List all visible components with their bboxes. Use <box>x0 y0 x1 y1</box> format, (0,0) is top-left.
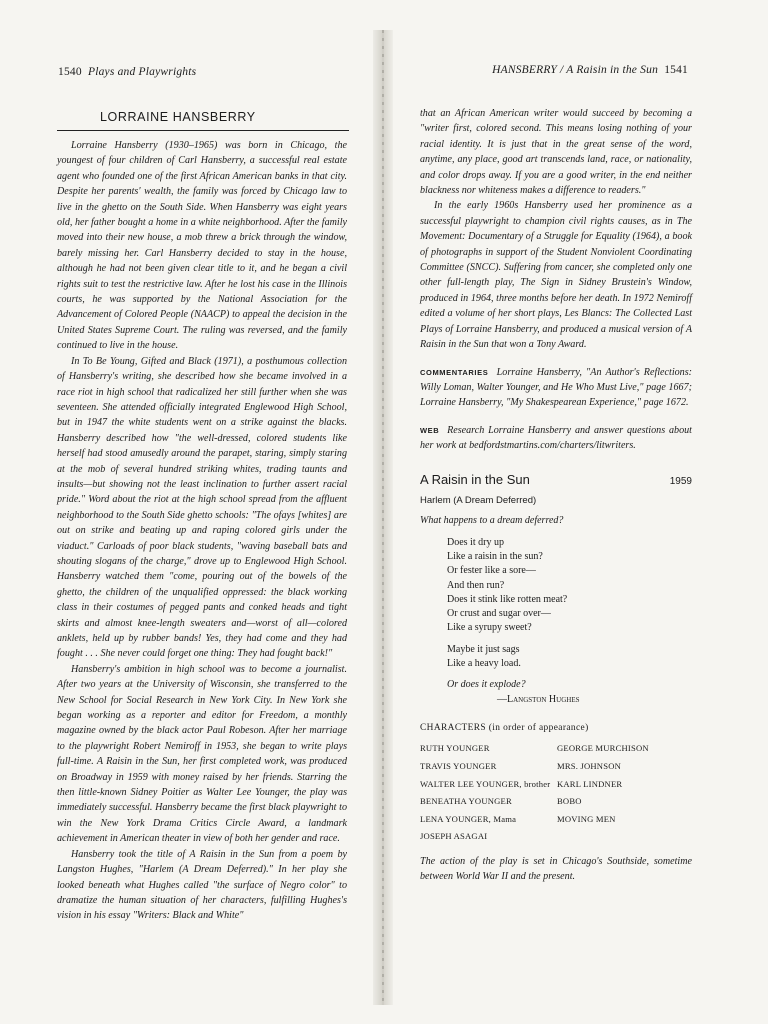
stanza-break <box>420 529 692 536</box>
stanza-break <box>447 636 692 643</box>
poem-line: Or fester like a sore— <box>447 565 536 577</box>
bio-paragraph: Lorraine Hansberry (1930–1965) was born in Chicago, the youngest of four children of Carl Hansberry, a successful real estate agent who founded one of the first African American banks in that city. Despite her parents' wealth, the family was forced by Chicago law to live in the ghetto on the South Side. When Hansberry was eight years old, her father bought a home in a white neighborhood. After the family moved into their new house, a mob threw a brick through the window, barely missing her. Carl Hansberry decided to stay in the house, although he had not been given clear title to it, and he began a civil rights suit to test the restrictive law. After he lost his case in the Illinois courts, he was supported by the National Association for the Advancement of Colored People (NAACP) to appeal the decision in the United States Supreme Court. The ruling was reversed, and the family continued to live in the house. <box>57 140 347 352</box>
characters-list <box>420 740 692 846</box>
bio-paragraph: Hansberry's ambition in high school was to become a journalist. After two years at the University of Wisconsin, she transferred to the New School for Social Research in New York City. In New York she began working as a reporter and editor for Freedom, a monthly magazine owned by the black actor Paul Robeson. After her marriage to the playwright Robert Nemiroff in 1953, she began to write plays full-time. A Raisin in the Sun, her first completed work, was produced on Broadway in 1959 with money raised by her friends. Starring the then little-known Sidney Poitier as Walter Lee Younger, the play was immediately successful. Hansberry became the first black playwright to win the New York Drama Critics Circle Award, a landmark achievement in American theater in view of both her gender and race. <box>57 663 347 845</box>
book-gutter <box>373 30 393 1005</box>
character-name <box>557 828 687 846</box>
web-text: Research Lorraine Hansberry and answer questions about her work at bedfordstmartins.com/charters/litwriters. <box>420 424 692 452</box>
bio-paragraph: In the early 1960s Hansberry used her prominence as a successful playwright to champion civil rights causes, as in The Movement: Documentary of a Struggle for Equality (1964), a book of photographs in support of the Student Nonviolent Coordinating Committee (SNCC). Suffering from cancer, she completed only one other full-length play, The Sign in Sidney Brustein's Window, produced in 1964, three months before her death. In 1972 Nemiroff edited a volume of her short plays, Les Blancs: The Collected Last Plays of Lorraine Hansberry, and produced a musical version of A Raisin in the Sun that won a Tony Award. <box>420 200 692 351</box>
commentaries-label: COMMENTARIES <box>420 367 489 377</box>
character-name: JOSEPH ASAGAI <box>420 831 488 842</box>
bio-paragraph: Hansberry took the title of A Raisin in the Sun from a poem by Langston Hughes, "Harlem (A Dream Deferred)." In her play she looked beneath what Hughes called "the surface of Negro color" to dramatize the human situation of her characters, fulfilling Hughes's vision in his essay "Writers: Black and White" <box>57 848 347 922</box>
poem-title: Harlem (A Dream Deferred) <box>420 494 537 506</box>
commentaries-block <box>420 365 692 411</box>
left-page-number: 1540 <box>58 66 82 78</box>
poem-stanza <box>447 536 692 707</box>
stanza-break <box>447 671 692 678</box>
right-running-head: HANSBERRY / A Raisin in the Sun <box>492 64 659 76</box>
character-name: GEORGE MURCHISON <box>557 743 649 754</box>
character-name: WALTER LEE YOUNGER, brother <box>420 778 551 789</box>
right-folio <box>492 64 688 76</box>
poem-line: Maybe it just sags <box>447 643 520 655</box>
play-setting: The action of the play is set in Chicago's Southside, sometime between World War II and the present. <box>420 855 692 883</box>
poem-line: Or crust and sugar over— <box>447 608 551 620</box>
right-page-body <box>420 106 692 885</box>
left-page-body <box>57 138 347 924</box>
bio-paragraph: In To Be Young, Gifted and Black (1971), a posthumous collection of Hansberry's writing, she described how she became involved in a race riot in high school that radicalized her still further when she was seventeen. She attended officially integrated Englewood High School, but in 1947 the white students went on a strike against the blacks. Hansberry described how "the well-dressed, colored students like herself had stood amusedly around the parapet, staring, simply staring at the mob of several hundred striking whites, trading taunts and insults—but showing not the least inclination to further assert racial pride." Word about the riot at the high school spread from the affluent neighborhood to the South Side ghetto schools: "The ofays [whites] are out on strike and beating up and raping colored girls under the viaduct." Carloads of poor black students, "waving baseball bats and shouting slogans of the charge," drove up to Englewood High School. Hansberry watched them "come, pouring out of the bowels of the ghetto, the children of the unqualified oppressed: the black working class in their costumes of pegged pants and conked heads and tight skirts and almost knee-length sweaters and—worst of all—colored anklets, held up by rubber bands! Yes, they had come and they had fought . . . She never could forget one thing: They had fought back!" <box>57 355 347 660</box>
right-page-number: 1541 <box>664 64 688 76</box>
character-name: MRS. JOHNSON <box>557 760 622 771</box>
poem-line: And then run? <box>447 579 505 591</box>
author-heading: LORRAINE HANSBERRY <box>100 110 256 124</box>
character-name: MOVING MEN <box>557 813 616 824</box>
web-label: WEB <box>420 425 440 435</box>
poem-line: Or does it explode? <box>447 679 526 691</box>
commentaries-text: Lorraine Hansberry, "An Author's Reflections: Willy Loman, Walter Younger, and He Who Must Live," page 1667; Lorraine Hansberry, "My Shakespearean Experience," page 1672. <box>420 366 693 409</box>
play-header <box>420 472 692 489</box>
play-year: 1959 <box>669 475 692 487</box>
character-name: RUTH YOUNGER <box>420 743 490 754</box>
heading-rule <box>57 130 349 131</box>
poem-line: What happens to a dream deferred? <box>420 515 564 527</box>
web-block <box>420 423 692 454</box>
poem-attribution: —Langston Hughes <box>497 693 580 705</box>
character-name: BENEATHA YOUNGER <box>420 796 512 807</box>
character-name: BOBO <box>557 796 582 807</box>
poem-line: Does it stink like rotten meat? <box>447 593 568 605</box>
characters-heading: CHARACTERS (in order of appearance) <box>420 722 589 733</box>
left-running-head: Plays and Playwrights <box>87 66 197 78</box>
bio-paragraph: that an African American writer would succeed by becoming a "writer first, colored second. This means losing nothing of your racial identity. It is just that in the great sense of the word, anytime, any place, good art transcends land, race, or nationality, and color drops away. If you are a good writer, in the end neither blackness nor whiteness makes a difference to readers." <box>420 108 692 197</box>
play-title: A Raisin in the Sun <box>420 471 530 487</box>
left-folio <box>58 66 196 78</box>
poem-line: Does it dry up <box>447 536 504 548</box>
poem-line: Like a raisin in the sun? <box>447 550 543 562</box>
character-name: KARL LINDNER <box>557 778 623 789</box>
poem-line: Like a heavy load. <box>447 658 521 670</box>
poem-line: Like a syrupy sweet? <box>447 622 532 634</box>
epigraph-poem <box>420 514 692 707</box>
character-name: LENA YOUNGER, Mama <box>420 813 517 824</box>
character-name: TRAVIS YOUNGER <box>420 760 497 771</box>
